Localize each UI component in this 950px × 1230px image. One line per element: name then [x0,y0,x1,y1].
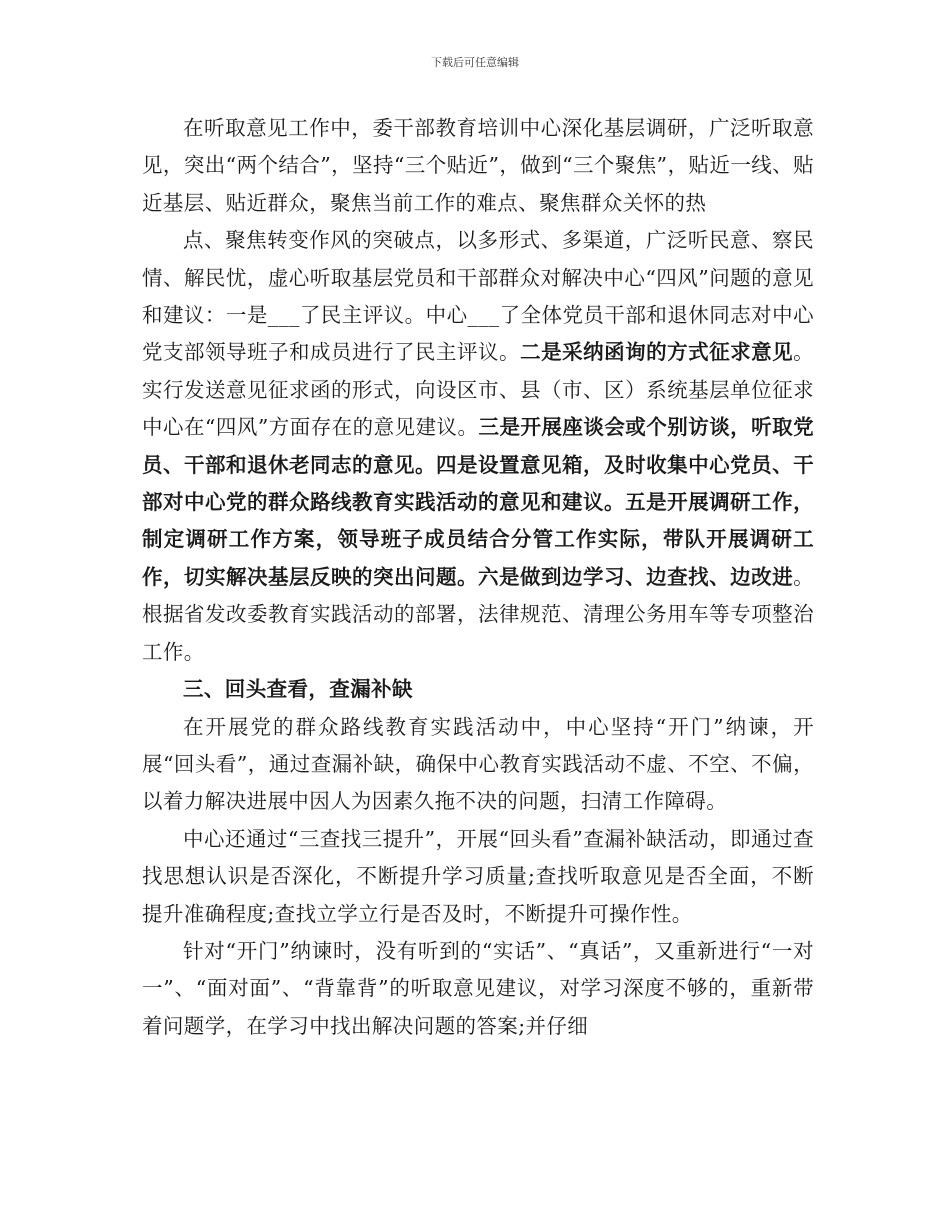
document-body [142,110,814,1045]
paragraph-5 [142,933,814,1045]
text-run: 针对“开门”纳谏时，没有听到的“实话”、“真话”，又重新进行“一对一”、“面对面”、“背靠背”的听取意见建议，对学习深度不够的，重新带着问题学，在学习中找出解决问题的答案;并仔细 [142,938,814,1038]
text-run: 点、聚焦转变作风的突破点，以多形式、多渠道，广泛听民意、察民情、解民忧，虚心听取基层党员和干部群众对解决中心“四风”问题的意见和建议：一是___了民主评议。中心___了全体党员干部和退休同志对中心党支部领导班子和成员进行了民主评议。 [142,228,814,365]
paragraph-4 [142,821,814,933]
section-heading-3 [142,671,814,708]
text-run: 。实行发送意见征求函的形式，向设区市、县（市、区）系统基层单位征求中心在“四风”方面存在的意见建议。 [142,340,815,440]
text-run: 在开展党的群众路线教育实践活动中，中心坚持“开门”纳谏，开展“回头看”，通过查漏补缺，确保中心教育实践活动不虚、不空、不偏，以着力解决进展中因人为因素久拖不决的问题，扫清工作障碍。 [142,714,814,814]
text-run: 在听取意见工作中，委干部教育培训中心深化基层调研，广泛听取意见，突出“两个结合”，坚持“三个贴近”，做到“三个聚焦”，贴近一线、贴近基层、贴近群众，聚焦当前工作的难点、聚焦群众关怀的热 [142,116,814,215]
text-run: 。根据省发改委教育实践活动的部署，法律规范、清理公务用车等专项整治工作。 [142,564,814,664]
text-run: 中心还通过“三查找三提升”，开展“回头看”查漏补缺活动，即通过查找思想认识是否深化，不断提升学习质量;查找听取意见是否全面，不断提升准确程度;查找立学立行是否及时，不断提升可操作性。 [142,826,814,926]
paragraph-2 [142,222,814,671]
paragraph-1 [142,110,814,222]
page-header: 下载后可任意编辑 [431,56,519,69]
bold-text-run: 二是采纳函询的方式征求意见 [520,340,794,365]
bold-text-run: 三、回头查看，查漏补缺 [183,677,413,702]
bold-text-run: 三是开展座谈会或个别访谈，听取党员、干部和退休老同志的意见。四是设置意见箱，及时收集中心党员、干部对中心党的群众路线教育实践活动的意见和建议。五是开展调研工作，制定调研工作方案，领导班子成员结合分管工作实际，带队开展调研工作，切实解决基层反映的突出问题。六是做到边学习、边查找、边改进 [142,415,814,589]
paragraph-3 [142,709,814,821]
